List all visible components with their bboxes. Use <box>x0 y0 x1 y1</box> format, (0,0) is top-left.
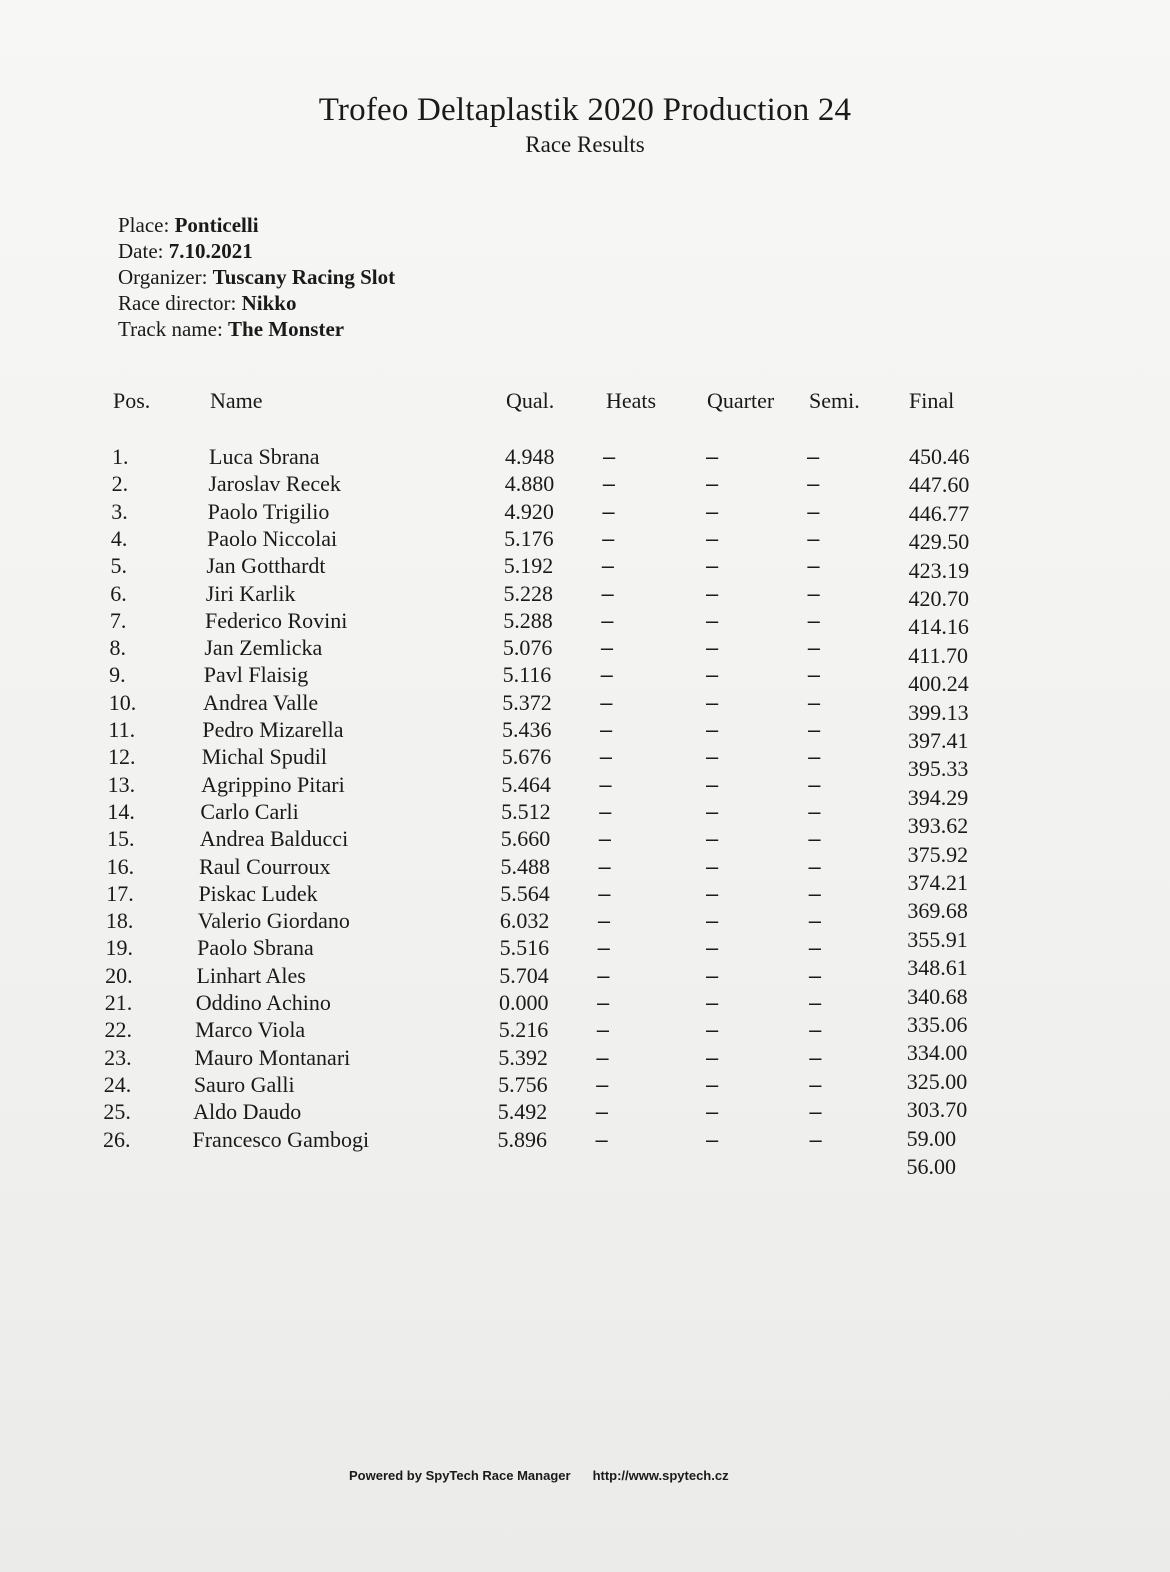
cell-pos: 3. <box>111 498 128 524</box>
cell-quarter: – <box>706 1126 719 1152</box>
cell-semi: – <box>809 1071 822 1097</box>
cell-final: 325.00 <box>906 1068 968 1094</box>
cell-semi: – <box>808 744 821 770</box>
cell-qual: 5.192 <box>503 553 554 579</box>
cell-pos: 25. <box>103 1099 131 1125</box>
col-header-qual: Qual. <box>506 388 555 413</box>
cell-pos: 19. <box>105 935 134 961</box>
cell-semi: – <box>808 908 821 934</box>
cell-pos: 13. <box>107 771 136 797</box>
cell-semi: – <box>807 635 820 661</box>
cell-qual: 5.516 <box>499 935 550 961</box>
table-row <box>0 1126 1170 1179</box>
page-title: Trofeo Deltaplastik 2020 Production 24 <box>318 92 852 128</box>
cell-name: Pedro Mizarella <box>202 717 344 742</box>
cell-heats: – <box>602 525 615 551</box>
powered-by-text: Powered by SpyTech Race Manager <box>349 1468 571 1483</box>
cell-final: 414.16 <box>908 614 969 640</box>
cell-semi: – <box>808 798 821 824</box>
cell-heats: – <box>601 607 614 633</box>
cell-quarter: – <box>706 580 719 606</box>
cell-semi: – <box>809 1017 822 1043</box>
table-row <box>0 689 1170 725</box>
cell-qual: 5.288 <box>503 607 553 633</box>
cell-heats: – <box>598 880 611 906</box>
cell-qual: 5.756 <box>498 1071 548 1097</box>
cell-final: 59.00 <box>906 1125 957 1151</box>
cell-pos: 15. <box>106 826 135 852</box>
cell-final: 446.77 <box>908 500 970 526</box>
cell-semi: – <box>809 1126 822 1152</box>
cell-name: Carlo Carli <box>200 798 299 824</box>
cell-final: 348.61 <box>907 955 968 981</box>
cell-final: 420.70 <box>908 586 969 611</box>
cell-heats: – <box>601 580 614 606</box>
cell-semi: – <box>808 717 821 742</box>
table-row <box>0 580 1170 611</box>
cell-name: Jaroslav Recek <box>208 471 341 497</box>
table-row <box>0 499 1170 526</box>
cell-pos: 20. <box>105 962 133 988</box>
cell-quarter: – <box>706 962 719 988</box>
cell-name: Agrippino Pitari <box>201 771 345 797</box>
cell-name: Jan Zemlicka <box>204 635 323 661</box>
col-header-semi: Semi. <box>809 388 860 413</box>
cell-name: Piskac Ludek <box>198 880 318 906</box>
cell-final: 411.70 <box>908 642 968 668</box>
cell-semi: – <box>807 607 820 633</box>
cell-pos: 7. <box>109 607 127 633</box>
cell-semi: – <box>808 771 821 797</box>
cell-name: Valerio Giordano <box>197 908 350 934</box>
cell-name: Linhart Ales <box>196 962 306 988</box>
cell-semi: – <box>808 880 821 906</box>
cell-semi: – <box>807 525 820 551</box>
cell-final: 374.21 <box>907 870 968 895</box>
cell-pos: 8. <box>109 635 126 661</box>
cell-final: 450.46 <box>909 444 970 469</box>
cell-quarter: – <box>706 498 719 524</box>
cell-heats: – <box>597 962 610 988</box>
cell-pos: 9. <box>109 662 126 688</box>
cell-qual: 5.492 <box>497 1099 548 1125</box>
cell-semi: – <box>807 498 820 524</box>
cell-name: Mauro Montanari <box>194 1044 351 1070</box>
cell-quarter: – <box>706 607 719 633</box>
cell-quarter: – <box>706 744 719 770</box>
cell-qual: 5.488 <box>500 853 550 879</box>
table-row <box>0 744 1170 782</box>
cell-final: 303.70 <box>906 1097 968 1123</box>
cell-pos: 17. <box>106 880 134 906</box>
cell-name: Andrea Valle <box>203 689 319 715</box>
footer-url: http://www.spytech.cz <box>592 1468 729 1483</box>
cell-final: 397.41 <box>908 728 969 753</box>
cell-semi: – <box>807 580 820 606</box>
cell-quarter: – <box>706 689 719 715</box>
cell-semi: – <box>807 662 821 688</box>
cell-name: Aldo Daudo <box>193 1099 302 1125</box>
table-row <box>0 635 1170 668</box>
cell-qual: 5.436 <box>502 717 552 742</box>
cell-final: 335.06 <box>907 1012 968 1037</box>
cell-qual: 5.660 <box>500 826 551 852</box>
table-row <box>0 444 1170 471</box>
cell-qual: 5.176 <box>504 525 554 551</box>
cell-name: Michal Spudil <box>201 744 328 770</box>
cell-pos: 2. <box>111 471 129 497</box>
cell-name: Marco Viola <box>195 1017 306 1043</box>
cell-name: Raul Courroux <box>199 853 331 879</box>
cell-heats: – <box>600 717 613 742</box>
cell-pos: 18. <box>105 908 134 934</box>
cell-heats: – <box>602 498 615 524</box>
cell-final: 423.19 <box>908 557 970 583</box>
cell-heats: – <box>599 771 612 797</box>
cell-quarter: – <box>706 662 719 688</box>
cell-name: Jan Gotthardt <box>206 553 326 579</box>
cell-heats: – <box>596 1071 609 1097</box>
col-header-final: Final <box>909 388 955 413</box>
cell-name: Andrea Balducci <box>199 826 349 852</box>
cell-quarter: – <box>706 798 719 824</box>
info-place: Place: Ponticelli <box>118 213 259 237</box>
cell-name: Jiri Karlik <box>205 580 296 606</box>
cell-pos: 24. <box>103 1071 132 1097</box>
cell-qual: 4.948 <box>505 444 555 469</box>
cell-heats: – <box>600 635 614 661</box>
cell-name: Paolo Niccolai <box>207 525 338 551</box>
cell-final: 393.62 <box>907 813 969 839</box>
col-header-pos: Pos. <box>113 388 151 413</box>
cell-quarter: – <box>706 553 719 579</box>
col-header-name: Name <box>210 388 263 413</box>
cell-pos: 4. <box>110 525 128 551</box>
cell-name: Sauro Galli <box>193 1071 295 1097</box>
cell-pos: 10. <box>108 689 137 715</box>
cell-heats: – <box>599 798 612 824</box>
cell-pos: 12. <box>108 744 136 770</box>
cell-heats: – <box>595 1099 609 1125</box>
cell-semi: – <box>809 1099 822 1125</box>
cell-final: 447.60 <box>908 472 970 498</box>
table-row <box>0 553 1170 583</box>
cell-quarter: – <box>706 880 719 906</box>
cell-qual: 5.704 <box>499 962 549 988</box>
footer <box>349 1468 751 1483</box>
cell-pos: 14. <box>107 798 135 824</box>
info-race-director: Race director: Nikko <box>118 291 297 315</box>
cell-pos: 23. <box>104 1044 132 1070</box>
cell-quarter: – <box>706 853 719 879</box>
cell-qual: 5.896 <box>497 1126 547 1152</box>
cell-pos: 16. <box>106 853 135 879</box>
cell-name: Francesco Gambogi <box>192 1126 370 1152</box>
cell-name: Federico Rovini <box>205 607 348 633</box>
cell-final: 334.00 <box>906 1040 968 1066</box>
cell-heats: – <box>595 1126 608 1152</box>
cell-pos: 26. <box>103 1126 131 1152</box>
cell-semi: – <box>808 935 822 961</box>
cell-semi: – <box>807 553 820 579</box>
info-date: Date: 7.10.2021 <box>118 239 253 263</box>
page-subtitle: Race Results <box>525 132 645 157</box>
cell-heats: – <box>598 826 612 852</box>
col-header-quarter: Quarter <box>707 388 775 413</box>
cell-semi: – <box>809 990 822 1015</box>
cell-heats: – <box>596 1017 609 1043</box>
cell-heats: – <box>598 853 611 879</box>
cell-semi: – <box>807 471 820 497</box>
cell-pos: 21. <box>104 990 133 1015</box>
cell-heats: – <box>597 935 610 961</box>
col-header-heats: Heats <box>606 388 657 413</box>
cell-quarter: – <box>706 908 719 934</box>
cell-qual: 5.228 <box>503 580 553 606</box>
cell-quarter: – <box>706 635 719 661</box>
cell-final: 56.00 <box>906 1154 956 1179</box>
cell-name: Pavl Flaisig <box>203 662 309 688</box>
cell-quarter: – <box>706 826 719 852</box>
cell-name: Oddino Achino <box>195 990 331 1015</box>
cell-quarter: – <box>706 935 719 961</box>
cell-semi: – <box>808 853 821 879</box>
cell-quarter: – <box>706 1044 719 1070</box>
cell-qual: 5.392 <box>498 1044 548 1070</box>
cell-qual: 5.372 <box>502 689 552 715</box>
cell-semi: – <box>808 962 822 988</box>
table-row <box>0 662 1170 697</box>
cell-name: Luca Sbrana <box>209 444 320 469</box>
cell-quarter: – <box>706 1071 719 1097</box>
cell-qual: 5.564 <box>500 880 550 906</box>
cell-heats: – <box>600 689 613 715</box>
cell-quarter: – <box>706 444 719 469</box>
table-row <box>0 607 1170 640</box>
cell-final: 399.13 <box>908 699 969 725</box>
cell-name: Paolo Trigilio <box>207 498 330 524</box>
cell-qual: 5.076 <box>502 635 553 661</box>
table-row <box>0 771 1170 810</box>
cell-name: Paolo Sbrana <box>197 935 314 961</box>
cell-quarter: – <box>706 990 719 1015</box>
cell-semi: – <box>807 689 821 715</box>
info-organizer: Organizer: Tuscany Racing Slot <box>118 265 396 289</box>
cell-semi: – <box>807 444 820 469</box>
cell-heats: – <box>599 744 612 770</box>
cell-final: 355.91 <box>907 926 968 952</box>
cell-pos: 5. <box>110 553 128 579</box>
cell-final: 400.24 <box>908 671 969 697</box>
cell-semi: – <box>808 826 821 852</box>
cell-final: 394.29 <box>907 784 969 810</box>
cell-quarter: – <box>706 525 719 551</box>
cell-heats: – <box>602 471 615 497</box>
cell-qual: 5.464 <box>501 771 551 797</box>
cell-quarter: – <box>706 1099 719 1125</box>
cell-qual: 5.512 <box>501 798 551 824</box>
cell-qual: 4.880 <box>504 471 555 497</box>
cell-heats: – <box>601 553 615 579</box>
cell-final: 369.68 <box>907 898 968 924</box>
cell-pos: 6. <box>110 580 127 606</box>
table-row <box>0 717 1170 753</box>
cell-qual: 6.032 <box>499 908 550 934</box>
race-info <box>118 212 395 342</box>
info-track-name: Track name: The Monster <box>118 317 345 341</box>
table-row <box>0 471 1170 498</box>
cell-heats: – <box>596 1044 609 1070</box>
cell-qual: 5.116 <box>502 662 552 688</box>
cell-heats: – <box>600 662 613 688</box>
cell-qual: 0.000 <box>499 990 549 1015</box>
cell-pos: 22. <box>104 1017 132 1043</box>
cell-qual: 5.216 <box>498 1017 549 1043</box>
cell-quarter: – <box>706 717 719 742</box>
cell-final: 429.50 <box>908 529 970 555</box>
cell-heats: – <box>603 444 616 469</box>
cell-qual: 4.920 <box>504 498 554 524</box>
cell-final: 375.92 <box>907 841 969 867</box>
cell-heats: – <box>597 990 610 1015</box>
cell-pos: 11. <box>108 717 136 742</box>
cell-quarter: – <box>706 1017 719 1043</box>
cell-qual: 5.676 <box>501 744 552 770</box>
cell-quarter: – <box>706 471 719 497</box>
cell-heats: – <box>597 908 611 934</box>
cell-final: 340.68 <box>907 983 968 1009</box>
cell-pos: 1. <box>112 444 129 469</box>
cell-semi: – <box>809 1044 822 1070</box>
table-row <box>0 526 1170 553</box>
cell-quarter: – <box>706 771 719 797</box>
cell-final: 395.33 <box>907 756 969 782</box>
